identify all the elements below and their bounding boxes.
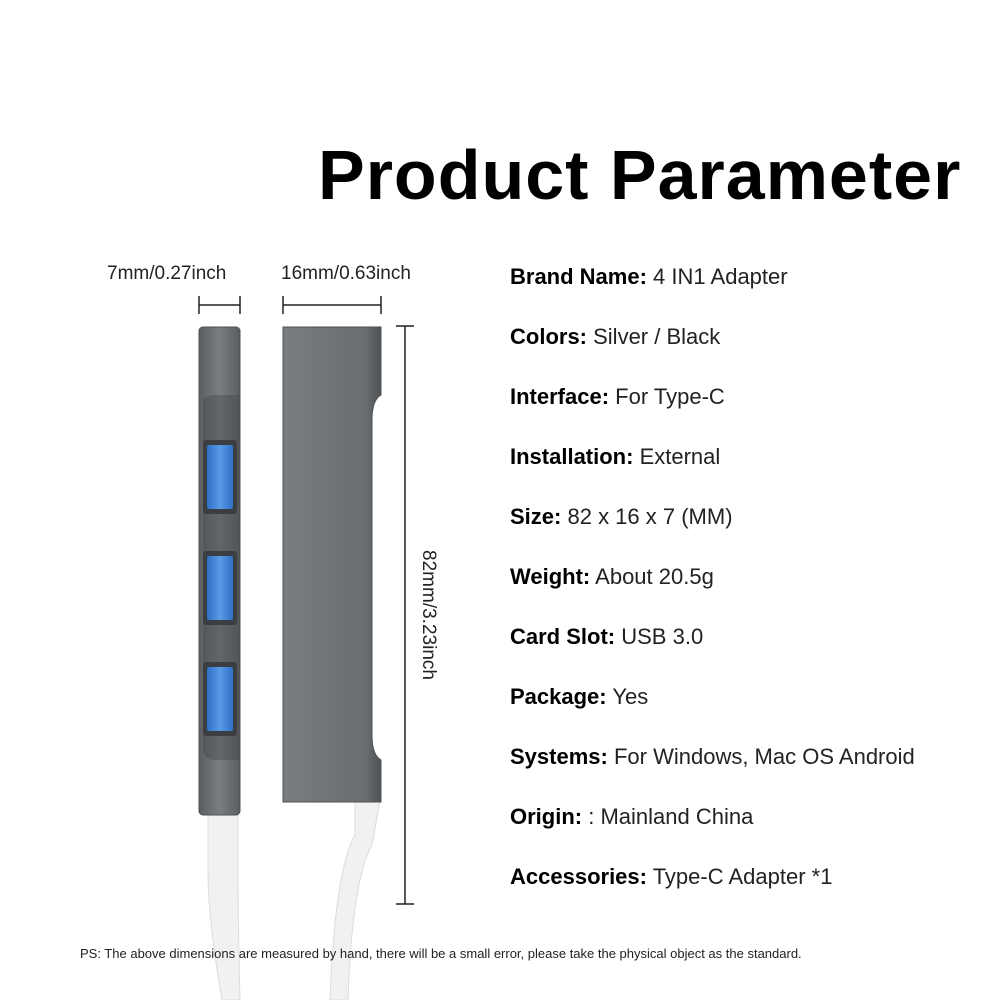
spec-row-colors (510, 322, 915, 382)
spec-key: Card Slot: (510, 624, 616, 649)
spec-value: Silver / Black (593, 324, 721, 349)
hub-side-view (199, 327, 240, 1000)
measurement-note: PS: The above dimensions are measured by hand, there will be a small error, please take the physical object as the standard. (80, 946, 802, 961)
depth-dimension-label: 16mm/0.63inch (281, 263, 411, 284)
spec-key: Colors: (510, 324, 587, 349)
spec-row-size (510, 502, 915, 562)
spec-value: About 20.5g (595, 564, 714, 589)
spec-value: 4 IN1 Adapter (653, 264, 788, 289)
depth-dimension-marker (283, 296, 381, 314)
spec-row-brand-name (510, 262, 915, 322)
spec-row-origin (510, 802, 915, 862)
spec-row-weight (510, 562, 915, 622)
spec-key: Size: (510, 504, 562, 529)
spec-row-accessories (510, 862, 915, 922)
spec-key: Accessories: (510, 864, 647, 889)
spec-row-interface (510, 382, 915, 442)
spec-key: Weight: (510, 564, 591, 589)
usb-port (203, 440, 237, 514)
spec-list (510, 262, 915, 922)
spec-key: Interface: (510, 384, 610, 409)
width-dimension-label: 7mm/0.27inch (107, 263, 227, 284)
hub-front-view (283, 327, 381, 1000)
usb-port (203, 551, 237, 625)
length-dimension-label: 82mm/3.23inch (418, 550, 439, 680)
spec-value: 82 x 16 x 7 (MM) (567, 504, 733, 529)
page-title: Product Parameter (318, 136, 962, 214)
spec-key: Origin: (510, 804, 583, 829)
spec-row-systems (510, 742, 915, 802)
spec-value: For Windows, Mac OS Android (613, 744, 915, 769)
spec-value: USB 3.0 (621, 624, 704, 649)
spec-value: For Type-C (615, 384, 725, 409)
spec-value: Yes (612, 684, 649, 709)
spec-key: Installation: (510, 444, 634, 469)
spec-row-installation (510, 442, 915, 502)
spec-key: Systems: (510, 744, 608, 769)
spec-key: Brand Name: (510, 264, 647, 289)
spec-value: : Mainland China (588, 804, 754, 829)
usb-port (203, 662, 237, 736)
width-dimension-marker (199, 296, 240, 314)
spec-key: Package: (510, 684, 607, 709)
length-dimension-marker (396, 326, 414, 904)
spec-row-package (510, 682, 915, 742)
spec-value: Type-C Adapter *1 (652, 864, 833, 889)
spec-value: External (639, 444, 721, 469)
spec-row-card-slot (510, 622, 915, 682)
